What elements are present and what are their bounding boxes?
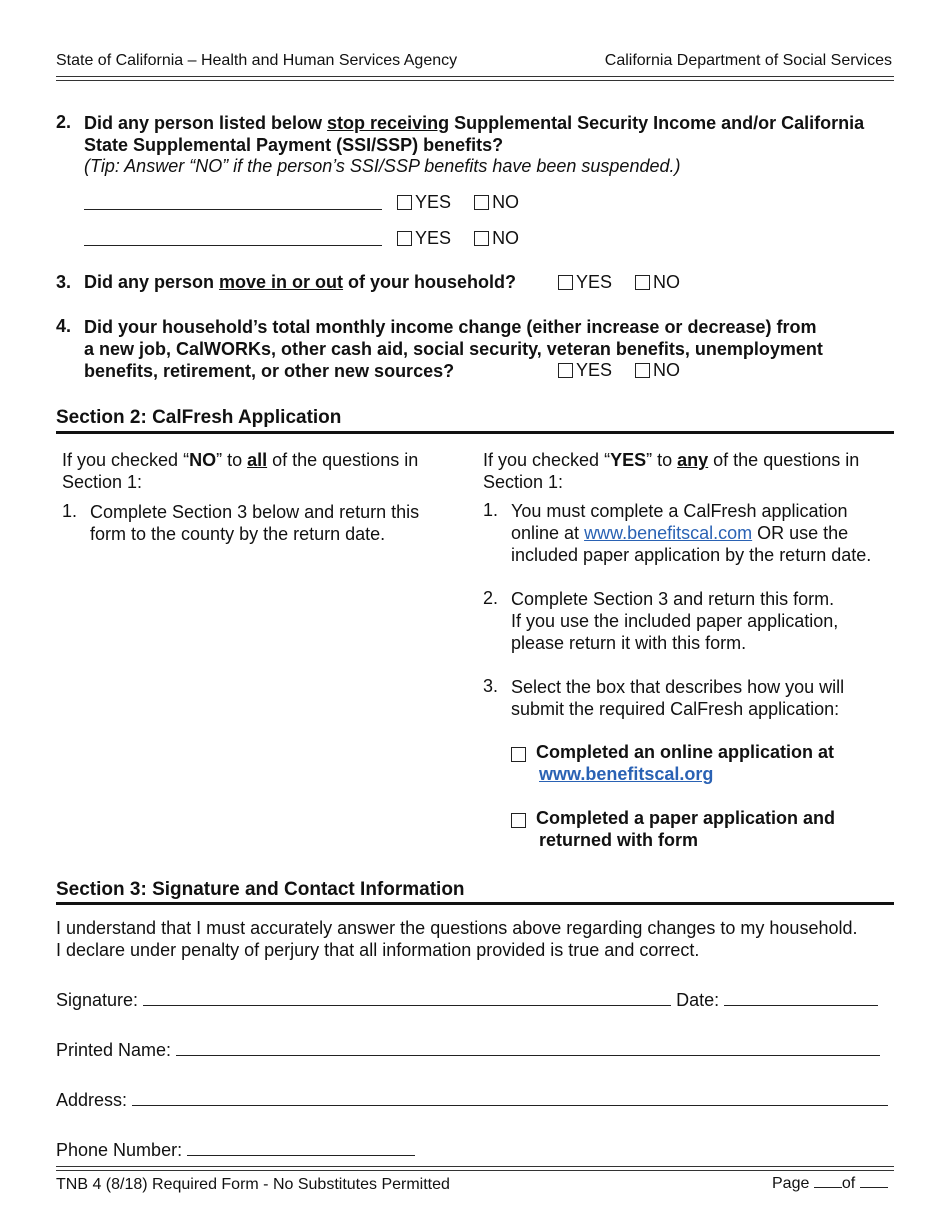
q2-row2-no-option[interactable]: NO xyxy=(474,228,519,249)
online-application-option: Completed an online application at www.benefitscal.org xyxy=(536,742,835,784)
address-row xyxy=(56,1090,888,1111)
signature-field[interactable] xyxy=(143,990,671,1006)
q3-number: 3. xyxy=(56,272,72,292)
q2-text-a: Did any person listed below xyxy=(84,113,328,133)
q3-yes-option[interactable]: YES xyxy=(558,272,612,293)
section2-right-item2: Complete Section 3 and return this form. If you use the included paper application, please return it with this form. xyxy=(511,589,839,653)
q4-question: Did your household’s total monthly income change (either increase or decrease) from a new job, CalWORKs, other cash aid, social security, veteran benefits, unemployment benefits, retirement, or other new sources? xyxy=(84,317,823,381)
header-divider xyxy=(56,76,894,81)
section2-right-item3-number: 3. xyxy=(483,676,499,696)
person-name-line[interactable] xyxy=(84,230,382,246)
checkbox-icon[interactable] xyxy=(474,231,489,246)
checkbox-icon[interactable] xyxy=(397,231,412,246)
section2-left-intro: If you checked “NO” to all of the questions in Section 1: xyxy=(62,450,419,492)
q2-text-underlined: stop receiving xyxy=(327,113,450,133)
page-total-field[interactable] xyxy=(860,1174,888,1188)
q3-question: Did any person move in or out of your household? xyxy=(84,272,517,292)
online-application-checkbox[interactable] xyxy=(511,744,529,765)
printed-name-field[interactable] xyxy=(176,1040,880,1056)
checkbox-icon[interactable] xyxy=(511,747,526,762)
paper-application-checkbox[interactable] xyxy=(511,810,529,831)
benefitscal-com-link[interactable]: www.benefitscal.com xyxy=(584,523,753,543)
benefitscal-org-link[interactable]: www.benefitscal.org xyxy=(539,764,714,784)
section3-rule xyxy=(56,902,894,905)
q4-yes-option[interactable]: YES xyxy=(558,360,612,381)
address-label: Address: xyxy=(56,1090,128,1110)
q4-number: 4. xyxy=(56,316,72,336)
section2-right-item2-number: 2. xyxy=(483,588,499,608)
section2-right-item1: You must complete a CalFresh application online at www.benefitscal.com OR use the included paper application by the return date. xyxy=(511,501,872,565)
checkbox-icon[interactable] xyxy=(558,363,573,378)
q2-row-2 xyxy=(84,228,519,251)
checkbox-icon[interactable] xyxy=(397,195,412,210)
q4-no-option[interactable]: NO xyxy=(635,360,680,381)
page-number: Page of xyxy=(772,1174,888,1193)
signature-row xyxy=(56,990,878,1011)
q2-question xyxy=(84,112,904,156)
checkbox-icon[interactable] xyxy=(635,363,650,378)
agency-header: State of California – Health and Human Services Agency xyxy=(56,52,458,69)
checkbox-icon[interactable] xyxy=(558,275,573,290)
q2-number: 2. xyxy=(56,112,72,132)
checkbox-icon[interactable] xyxy=(635,275,650,290)
q2-tip: (Tip: Answer “NO” if the person’s SSI/SSP benefits have been suspended.) xyxy=(84,156,681,176)
printed-name-label: Printed Name: xyxy=(56,1040,172,1060)
paper-application-option: Completed a paper application and returned with form xyxy=(536,808,836,850)
section2-rule xyxy=(56,431,894,434)
printed-name-row xyxy=(56,1040,880,1061)
person-name-line[interactable] xyxy=(84,194,382,210)
section2-title: Section 2: CalFresh Application xyxy=(56,407,342,428)
q3-options xyxy=(558,272,680,295)
q2-text-line2: State Supplemental Payment (SSI/SSP) benefits? xyxy=(84,135,504,155)
address-field[interactable] xyxy=(132,1090,888,1106)
date-label: Date: xyxy=(676,990,720,1010)
section2-left-item1: Complete Section 3 below and return this form to the county by the return date. xyxy=(90,502,420,544)
q2-row-1 xyxy=(84,192,519,215)
q3-text-underlined: move in or out xyxy=(219,272,344,292)
date-field[interactable] xyxy=(724,990,878,1006)
q3-no-option[interactable]: NO xyxy=(635,272,680,293)
section2-right-item1-number: 1. xyxy=(483,500,499,520)
footer-divider xyxy=(56,1166,894,1171)
q2-row1-no-option[interactable]: NO xyxy=(474,192,519,213)
q2-row1-yes-option[interactable]: YES xyxy=(397,192,451,213)
section2-left-item1-number: 1. xyxy=(62,501,78,521)
section2-right-item3: Select the box that describes how you will submit the required CalFresh application: xyxy=(511,677,845,719)
phone-row xyxy=(56,1140,415,1161)
q2-row2-yes-option[interactable]: YES xyxy=(397,228,451,249)
q4-options xyxy=(558,360,680,383)
page-current-field[interactable] xyxy=(814,1174,842,1188)
declaration: I understand that I must accurately answer the questions above regarding changes to my household. I declare under penalty of perjury that all information provided is true and correct. xyxy=(56,918,858,960)
checkbox-icon[interactable] xyxy=(511,813,526,828)
section2-right-intro: If you checked “YES” to any of the questions in Section 1: xyxy=(483,450,860,492)
section3-title: Section 3: Signature and Contact Information xyxy=(56,879,465,900)
form-id: TNB 4 (8/18) Required Form - No Substitutes Permitted xyxy=(56,1176,450,1193)
q2-text-b: Supplemental Security Income and/or California xyxy=(449,113,865,133)
department-header: California Department of Social Services xyxy=(604,52,892,69)
signature-label: Signature: xyxy=(56,990,139,1010)
phone-field[interactable] xyxy=(187,1140,415,1156)
checkbox-icon[interactable] xyxy=(474,195,489,210)
phone-label: Phone Number: xyxy=(56,1140,183,1160)
